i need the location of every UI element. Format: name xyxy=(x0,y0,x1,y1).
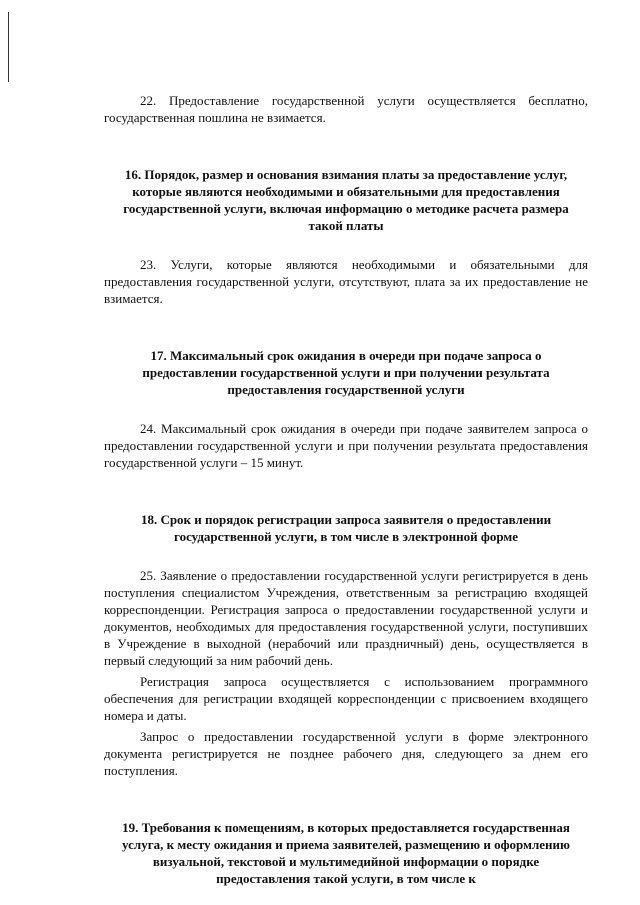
spacer xyxy=(104,545,588,567)
section-heading-18: 18. Срок и порядок регистрации запроса заявителя о предоставлении государственной услуги, в том числе в электронной форме xyxy=(140,512,552,544)
spacer xyxy=(104,126,588,166)
spacer xyxy=(104,779,588,819)
paragraph-registration: Регистрация запроса осуществляется с использованием программного обеспечения для регистрации входящей корреспонденции с присвоением входящего номера и даты. xyxy=(104,674,588,723)
paragraph-22: 22. Предоставление государственной услуги осуществляется бесплатно, государственная пошлина не взимается. xyxy=(104,93,588,125)
paragraph-24: 24. Максимальный срок ожидания в очереди при подаче заявителем запроса о предоставлении государственной услуги и при получении результата предоставления государственной услуги – 15 минут. xyxy=(104,421,588,470)
section-heading-17: 17. Максимальный срок ожидания в очереди при подаче запроса о предоставлении государственной услуги и при получении результата предоставления государственной услуги xyxy=(142,348,550,397)
spacer xyxy=(104,234,588,256)
spacer xyxy=(104,398,588,420)
spacer xyxy=(104,307,588,347)
section-heading-16: 16. Порядок, размер и основания взимания платы за предоставление услуг, которые являются необходимыми и обязательными для предоставления государственной услуги, включая информацию о методике расчета размера такой платы xyxy=(123,167,569,233)
page-edge-mark xyxy=(8,12,9,82)
paragraph-23: 23. Услуги, которые являются необходимыми и обязательными для предоставления государственной услуги, отсутствуют, плата за их предоставление не взимается. xyxy=(104,257,588,306)
section-heading-19: 19. Требования к помещениям, в которых предоставляется государственная услуга, к месту ожидания и приема заявителей, размещению и оформлению визуальной, текстовой и мультимедийной информации о порядке предоставления такой услуги, в том числе к xyxy=(122,820,570,886)
paragraph-electronic-request: Запрос о предоставлении государственной услуги в форме электронного документа регистрируется не позднее рабочего дня, следующего за днем его поступления. xyxy=(104,729,588,778)
paragraph-25: 25. Заявление о предоставлении государственной услуги регистрируется в день поступления специалистом Учреждения, ответственным за регистрацию входящей корреспонденции. Регистрация запроса о предоставлении государственной услуги и документов, необходимых для предоставления государственной услуги, поступивших в Учреждение в выходной (нерабочий или праздничный) день, осуществляется в первый следующий за ним рабочий день. xyxy=(104,568,588,668)
document-page xyxy=(104,92,588,887)
spacer xyxy=(104,471,588,511)
